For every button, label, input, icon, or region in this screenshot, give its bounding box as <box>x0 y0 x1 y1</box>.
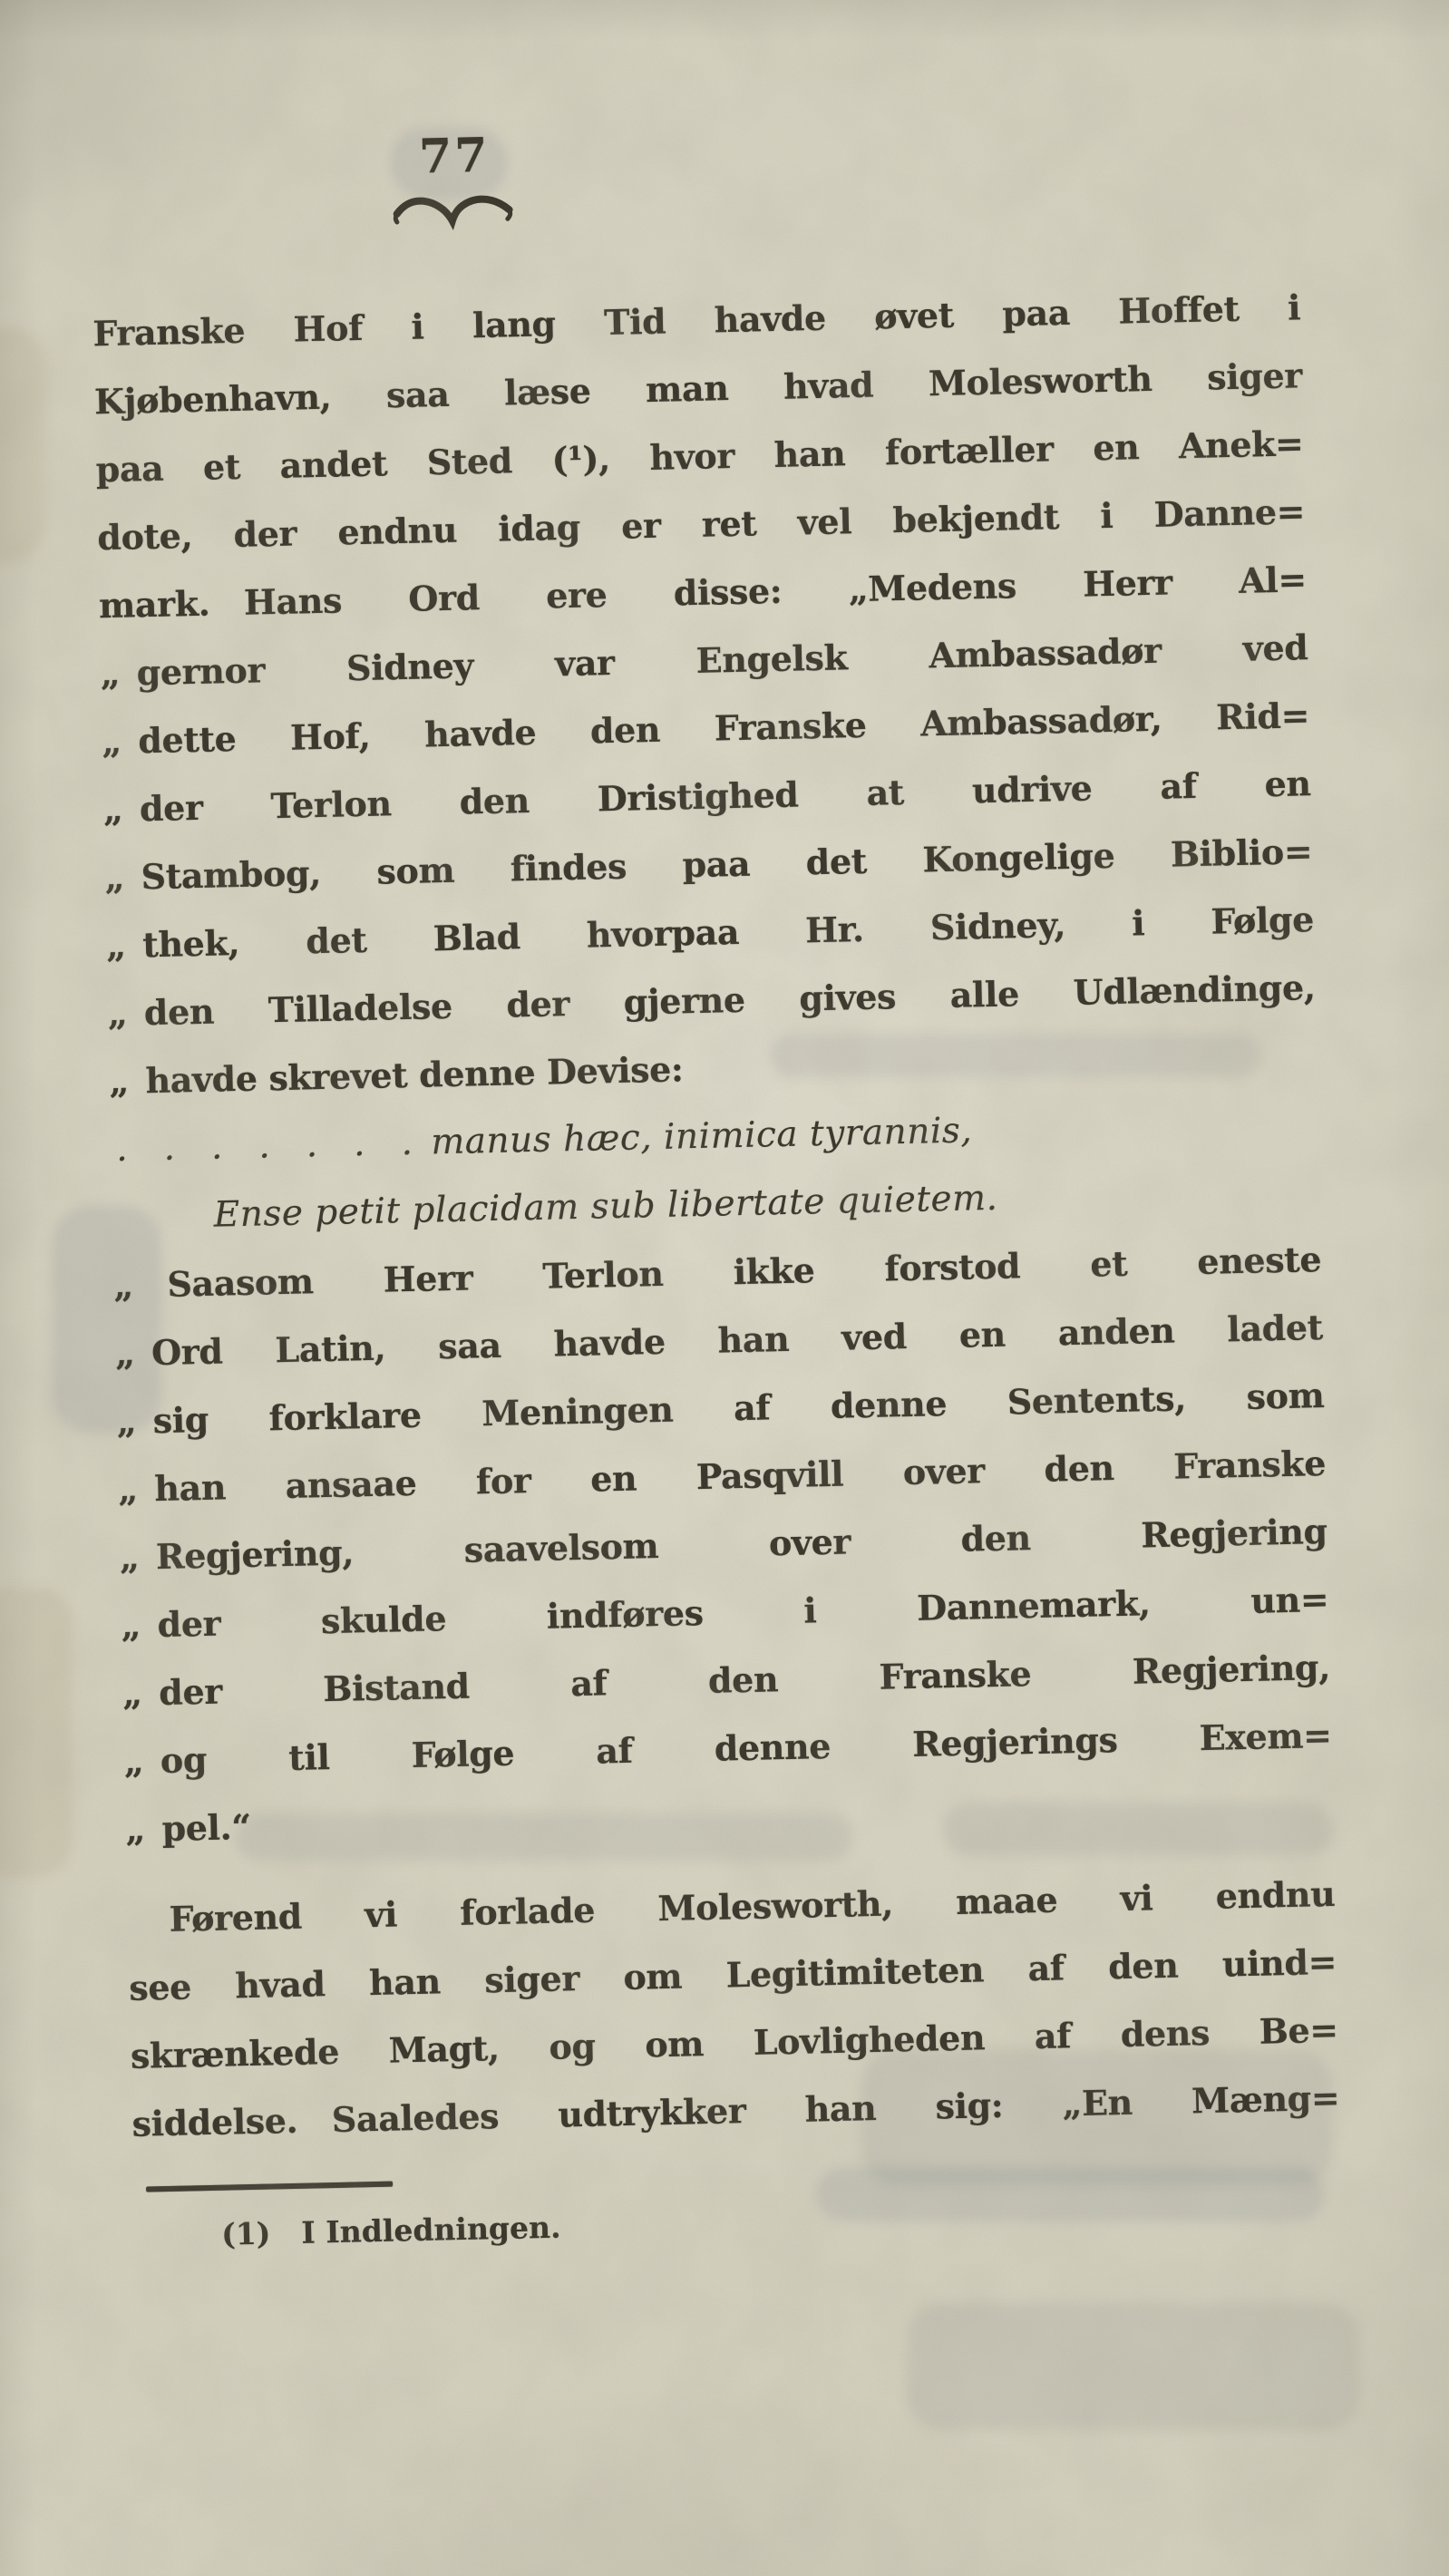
paragraph-line: Førend vi forlade Molesworth, maae vi endnu <box>169 1872 1336 1939</box>
quote-line: „ thek, det Blad hvorpaa Hr. Sidney, i Følge <box>105 899 1315 967</box>
paragraph-line: dote, der endnu idag er ret vel bekjendt i Danne= <box>96 491 1306 559</box>
paragraph-line: paa et andet Sted (¹), hvor han fortæller en Anek= <box>95 423 1304 491</box>
paragraph-line: see hvad han siger om Legitimiteten af den uind= <box>128 1940 1337 2008</box>
quote-line: „ havde skrevet denne Devise: <box>108 1048 685 1103</box>
quote-line: „ der Bistand af den Franske Regjering, <box>122 1646 1331 1714</box>
quote-line: „ Stambog, som findes paa det Kongelige Biblio= <box>104 831 1313 899</box>
paragraph-2 <box>127 1860 1340 2158</box>
quote-line: „ pel.“ <box>124 1805 252 1850</box>
latin-verse-line: Ense petit placidam sub libertate quietem. <box>213 1177 998 1236</box>
footnote-marker: (1) <box>220 2215 271 2252</box>
quote-line: „ han ansaae for en Pasqvill over den Franske <box>117 1442 1327 1511</box>
quote-line: „ Saasom Herr Terlon ikke forstod et eneste <box>112 1239 1322 1307</box>
paragraph-line: mark. Hans Ord ere disse: „Medens Herr Al= <box>98 559 1308 627</box>
quote-line: „ den Tilladelse der gjerne gives alle Udlændinge, <box>107 967 1317 1035</box>
quote-line: „ gernor Sidney var Engelsk Ambassadør ved <box>100 627 1308 695</box>
footnote-divider <box>146 2182 393 2192</box>
paragraph-line: skrænkede Magt, og om Lovligheden af dens Be= <box>130 2008 1339 2076</box>
footnote-text: I Indledningen. <box>301 2209 561 2250</box>
header-ornament-flourish <box>392 187 514 231</box>
paragraph-line: Kjøbenhavn, saa læse man hvad Molesworth siger <box>93 355 1303 423</box>
paragraph-1 <box>92 273 1334 1863</box>
quote-line: „ Ord Latin, saa havde han ved en anden ladet <box>114 1307 1324 1375</box>
paragraph-line: Franske Hof i lang Tid havde øvet paa Hoffet i <box>92 287 1301 355</box>
text-block <box>92 273 1343 2258</box>
page-number: 77 <box>418 127 491 185</box>
quote-line: „ sig forklare Meningen af denne Sentents, som <box>116 1375 1325 1443</box>
latin-verse-line: . . . . . . . manus hæc, inimica tyrannis, <box>115 1110 973 1171</box>
quote-line: „ og til Følge af denne Regjerings Exem= <box>123 1714 1333 1782</box>
quote-line: „ der skulde indføres i Dannemark, un= <box>121 1578 1329 1647</box>
footnote <box>221 2190 1343 2256</box>
quote-line: „ Regjering, saavelsom over den Regjering <box>119 1510 1328 1579</box>
quote-line: „ der Terlon den Dristighed at udrive af en <box>102 763 1312 831</box>
paragraph-line: siddelse. Saaledes udtrykker han sig: „En Mæng= <box>131 2076 1340 2144</box>
quote-line: „ dette Hof, havde den Franske Ambassadør, Rid= <box>101 695 1310 763</box>
